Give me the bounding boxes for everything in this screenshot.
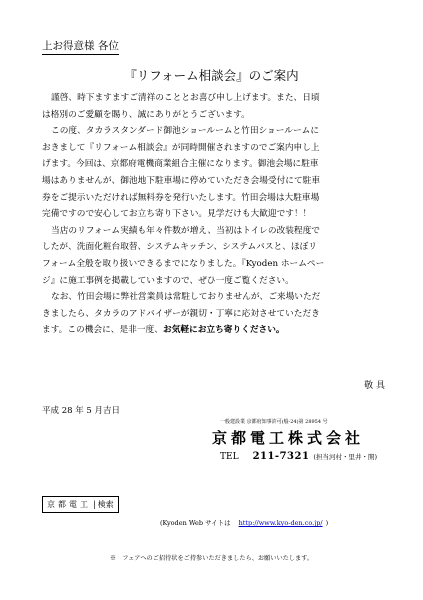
web-label: (Kyoden Web サイトは [160, 519, 231, 527]
body-line: したが、洗面化粧台取替、システムキッチン、システムバスと、ほぼリ [42, 242, 317, 253]
letter-date: 平成 28 年 5 月吉日 [42, 406, 121, 416]
search-query[interactable]: 京都電工 [47, 500, 91, 509]
company-name: 京都電工株式会社 [212, 429, 365, 447]
search-button[interactable]: 検索 [97, 500, 114, 509]
license-number: 一般建設業 京都府知事許可(般-24)第 28954 号 [220, 419, 328, 425]
document-title: 『リフォーム相談会』のご案内 [124, 68, 299, 83]
search-separator: | [93, 500, 96, 509]
body-line: は格別のご愛顧を賜り、誠にありがとうございます。 [42, 109, 250, 120]
tel-label: TEL [220, 452, 239, 462]
body-line: 券をご提示いただければ無料券を発行いたします。竹田会場は大駐車場 [42, 192, 320, 203]
body-line: ジ』に施工事例を掲載していますので、ぜひ一度ご覧ください。 [42, 275, 294, 286]
footer-note: ※ フェアへのご招待状をご持参いただきましたら、お願いいたします。 [109, 555, 314, 562]
tel-number: 211-7321 [252, 451, 310, 462]
body-line [42, 322, 390, 339]
body-line: 場はありませんが、御池地下駐車場に停めていただき会場受付にて駐車 [42, 175, 320, 186]
search-box[interactable] [42, 496, 119, 513]
web-site-line [160, 518, 328, 527]
website-link[interactable]: http://www.kyo-den.co.jp/ [238, 519, 323, 527]
body-line: 完備ですので安心してお立ち寄り下さい。見学だけも大歓迎です！！ [42, 209, 312, 220]
salutation: 上お得意様 各位 [42, 40, 119, 55]
body-line: この度、タカラスタンダード御池ショールームと竹田ショールームに [51, 126, 320, 137]
body-line: フォーム全般を取り扱いできるまでになりました。『Kyoden ホームペー [42, 258, 325, 269]
letter-body [42, 90, 390, 339]
closing-phrase: 敬 具 [364, 381, 385, 391]
emphasis-text: お気軽にお立ち寄りください。 [162, 325, 285, 336]
body-line: きましたら、タカラのアドバイザーが親切・丁寧に応対させていただき [42, 308, 320, 319]
body-line: 当店のリフォーム実績も年々件数が増え、当初はトイレの改装程度で [51, 225, 320, 236]
telephone [220, 451, 377, 462]
web-close: ) [325, 519, 329, 527]
body-line: 謹啓、時下ますますご清祥のこととお喜び申し上げます。また、日頃 [51, 93, 320, 103]
body-line: げます。今回は、京都府電機商業組合主催になります。御池会場に駐車 [42, 159, 319, 170]
body-text: ます。この機会に、是非一度、 [42, 325, 163, 336]
body-line: なお、竹田会場に弊社営業員は常駐しておりませんが、ご来場いただ [51, 292, 321, 303]
body-line: おきまして『リフォーム相談会』が同時開催されますのでご案内申し上 [42, 142, 320, 153]
tel-persons: (担当河村・里井・開) [313, 453, 377, 461]
